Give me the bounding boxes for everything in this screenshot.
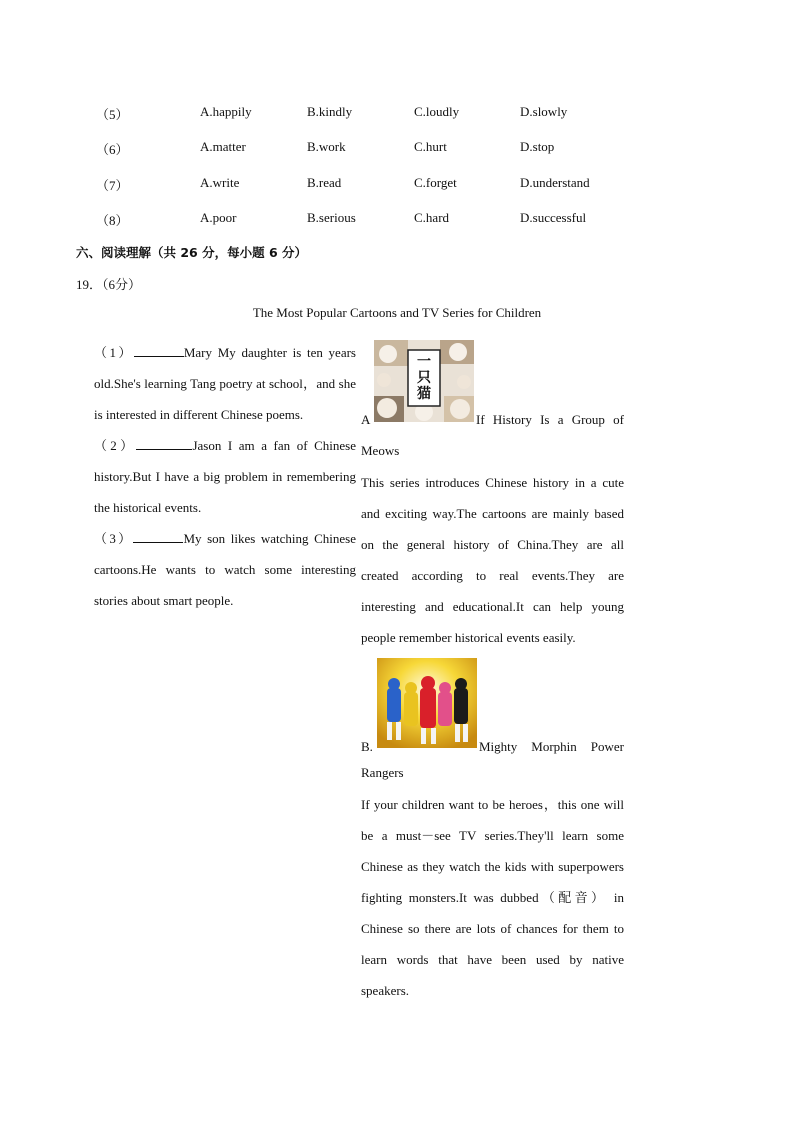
option-a: A.matter <box>200 139 246 154</box>
option-d: D.stop <box>520 139 555 154</box>
option-row <box>0 104 794 124</box>
option-a: A.write <box>200 175 240 190</box>
option-number: （7） <box>96 178 129 193</box>
option-b: B.kindly <box>307 104 353 119</box>
question-number: 19．（6分） <box>76 277 142 292</box>
person-text: Mary My daughter is ten years old.She's learning Tang poetry at school，and she is interested in different Chinese poems. <box>94 345 356 422</box>
person-entry <box>94 523 356 616</box>
show-description: If your children want to be heroes，this one will be a must－see TV series.They'll learn some Chinese as they watch the kids with superpowers fighting monsters.It was dubbed（配音） in Chinese so there are lots of chances for them to learn words that have been used by native speakers. <box>361 797 624 998</box>
option-c: C.hard <box>414 210 450 225</box>
show-letter: A <box>361 412 371 427</box>
option-b: B.read <box>307 175 342 190</box>
option-row <box>0 139 794 159</box>
person-number: （1） <box>94 345 134 360</box>
people-column <box>94 337 356 616</box>
person-number: （2） <box>94 438 137 453</box>
option-b: B.serious <box>307 210 356 225</box>
person-number: （3） <box>94 531 134 546</box>
option-a: A.poor <box>200 210 237 225</box>
answer-blank[interactable] <box>134 344 184 357</box>
option-number: （6） <box>96 142 129 157</box>
person-entry <box>94 430 356 523</box>
show-title-first: Mighty Morphin Power <box>479 739 624 754</box>
person-text: My son likes watching Chinese cartoons.He wants to watch some interesting stories about smart people. <box>94 531 356 608</box>
option-number: （8） <box>96 213 129 228</box>
option-d: D.successful <box>520 210 587 225</box>
option-number: （5） <box>96 107 129 122</box>
show-letter: B. <box>361 739 373 754</box>
show-title <box>476 412 624 428</box>
cartoon-cats-image <box>374 340 474 422</box>
option-c: C.hurt <box>414 139 447 154</box>
option-c: C.forget <box>414 175 457 190</box>
show-title <box>479 739 624 755</box>
show-title-rest: Rangers <box>361 765 404 780</box>
passage-title: The Most Popular Cartoons and TV Series for Children <box>252 305 542 320</box>
show-title-first: If History Is a Group of <box>476 412 624 427</box>
option-a: A.happily <box>200 104 252 119</box>
option-row <box>0 175 794 195</box>
section-heading: 六、阅读理解（共 26 分，每小题 6 分） <box>76 245 308 260</box>
person-text: Jason I am a fan of Chinese history.But I have a big problem in remembering the historical events. <box>94 438 356 515</box>
option-c: C.loudly <box>414 104 460 119</box>
image-calligraphy: 一只猫 <box>417 354 431 402</box>
option-b: B.work <box>307 139 346 154</box>
power-rangers-image <box>377 658 477 748</box>
answer-blank[interactable] <box>133 530 183 543</box>
show-title-rest: Meows <box>361 443 400 458</box>
option-d: D.understand <box>520 175 590 190</box>
person-entry <box>94 337 356 430</box>
answer-blank[interactable] <box>136 437 192 450</box>
show-description: This series introduces Chinese history in a cute and exciting way.The cartoons are mainly based on the general history of China.They are all created according to real events.They are interesting and educational.It can help young people remember historical events easily. <box>361 475 624 645</box>
option-d: D.slowly <box>520 104 568 119</box>
option-row <box>0 210 794 230</box>
